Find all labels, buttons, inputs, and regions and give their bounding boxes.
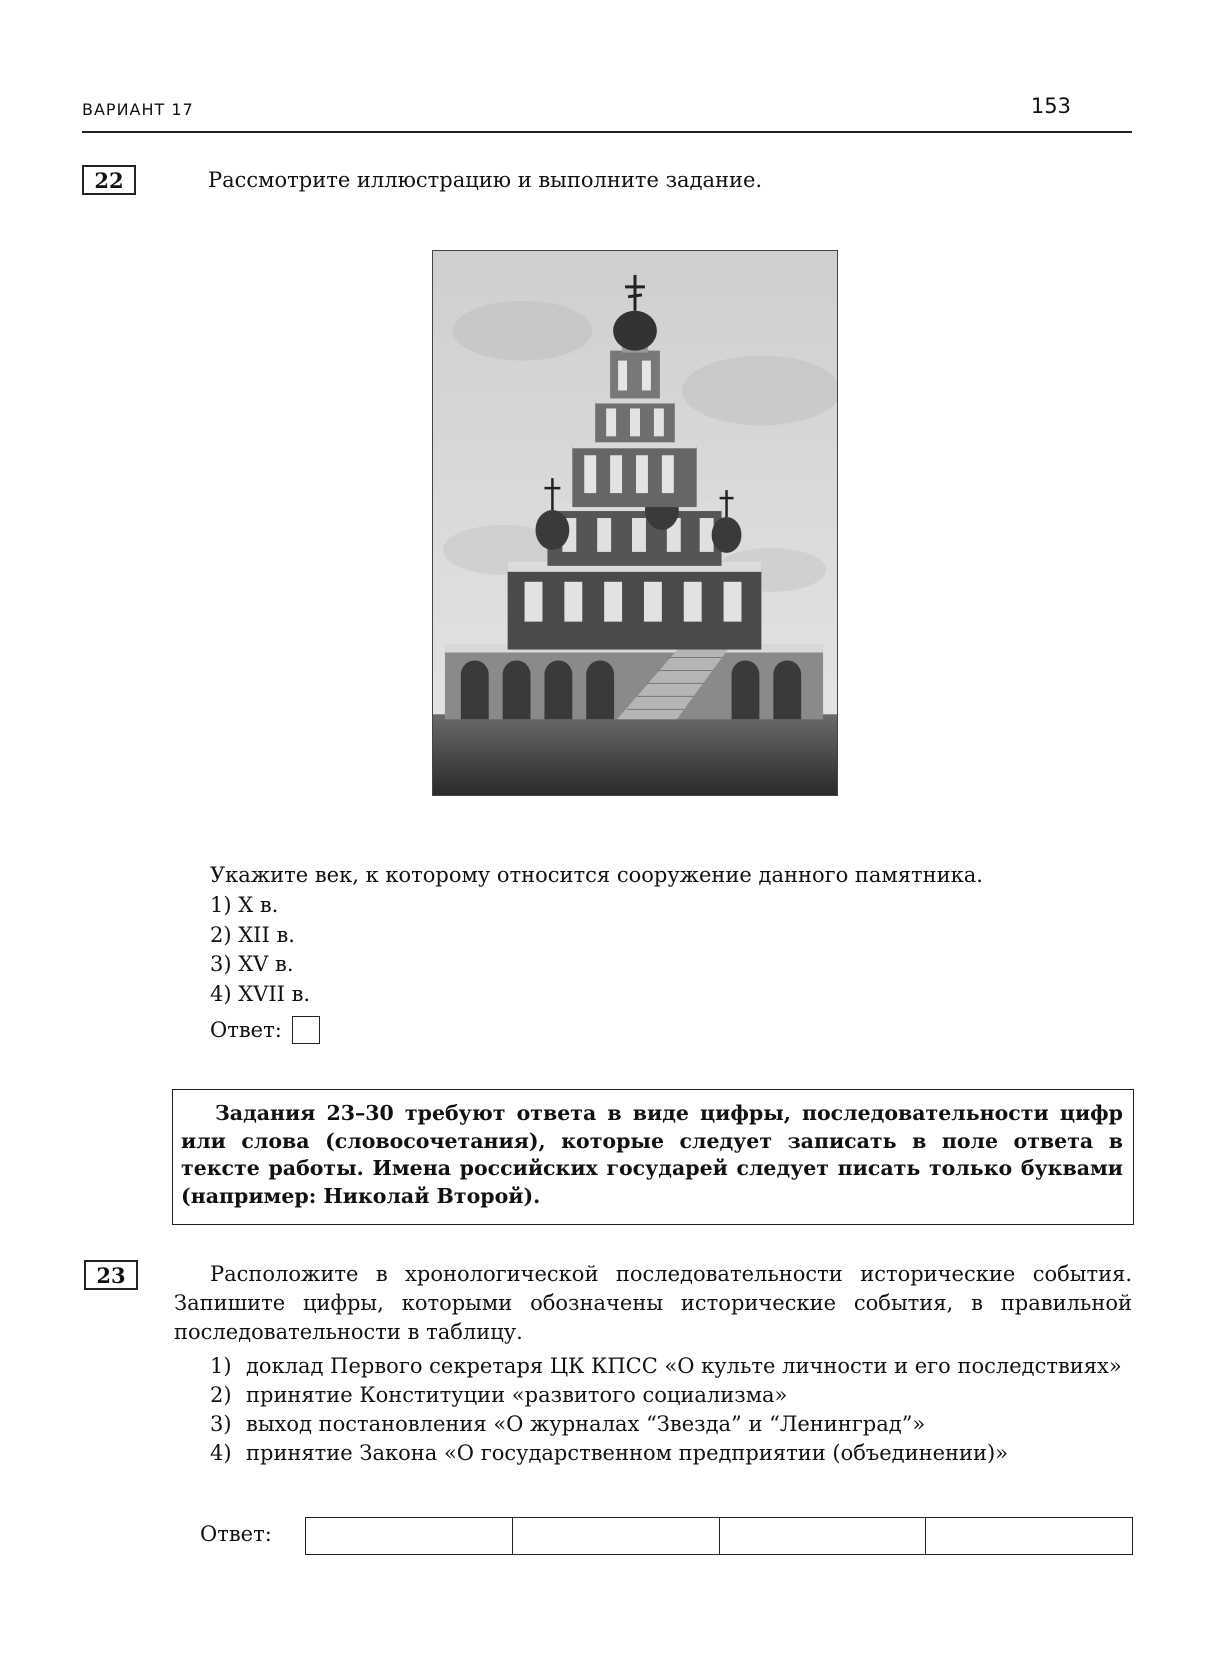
- answer-cell-2[interactable]: [513, 1518, 720, 1554]
- variant-label: ВАРИАНТ 17: [82, 100, 194, 119]
- task-22-options: [210, 891, 310, 1009]
- option-2: 2) XII в.: [210, 922, 295, 947]
- page-number: 153: [1030, 94, 1071, 118]
- church-illustration: [432, 250, 838, 796]
- task-22-answer-label: Ответ:: [210, 1018, 282, 1042]
- option-1: 1) X в.: [210, 893, 279, 917]
- instructions-note: [172, 1089, 1134, 1225]
- event-text: принятие Закона «О государственном предприятии (объединении)»: [246, 1441, 1009, 1465]
- task-23-events: [210, 1352, 1132, 1468]
- event-text: выход постановления «О журналах “Звезда” и “Ленинград”»: [246, 1412, 926, 1436]
- event-text: принятие Конституции «развитого социализма»: [246, 1383, 788, 1407]
- header-divider: [82, 131, 1132, 133]
- event-text: доклад Первого секретаря ЦК КПСС «О культе личности и его последствиях»: [246, 1354, 1122, 1378]
- event-number: 1): [210, 1354, 232, 1378]
- task-22-question: Укажите век, к которому относится сооружение данного памятника.: [210, 863, 983, 887]
- instructions-note-text: Задания 23–30 требуют ответа в виде цифры, последовательности цифр или слова (словосочетания), которые следует записать в поле ответа в тексте работы. Имена российских государей следует писать только буквами (например: Николай Второй).: [181, 1101, 1123, 1208]
- event-item: [210, 1439, 1132, 1468]
- event-item: [210, 1352, 1132, 1381]
- task-22-number: 22: [82, 165, 136, 195]
- task-23-number: 23: [84, 1260, 138, 1290]
- event-number: 4): [210, 1441, 232, 1465]
- event-number: 2): [210, 1383, 232, 1407]
- answer-cell-3[interactable]: [720, 1518, 927, 1554]
- answer-cell-4[interactable]: [926, 1518, 1132, 1554]
- option-3: 3) XV в.: [210, 952, 294, 976]
- task-23-answer-table: [305, 1517, 1133, 1555]
- task-23-instruction-block: [174, 1260, 1132, 1347]
- task-22-answer: [210, 1016, 320, 1044]
- answer-cell-1[interactable]: [306, 1518, 513, 1554]
- event-item: [210, 1410, 1132, 1439]
- option-4: 4) XVII в.: [210, 981, 311, 1006]
- task-23-answer-label: Ответ:: [200, 1522, 272, 1546]
- task-22-instruction: Рассмотрите иллюстрацию и выполните задание.: [208, 168, 763, 192]
- task-23-instruction: Расположите в хронологической последовательности исторические события. Запишите цифры, которыми обозначены исторические события, в правильной последовательности в таблицу.: [174, 1262, 1132, 1344]
- event-number: 3): [210, 1412, 232, 1436]
- event-item: [210, 1381, 1132, 1410]
- church-image: [433, 251, 837, 795]
- task-22-answer-box[interactable]: [292, 1016, 320, 1044]
